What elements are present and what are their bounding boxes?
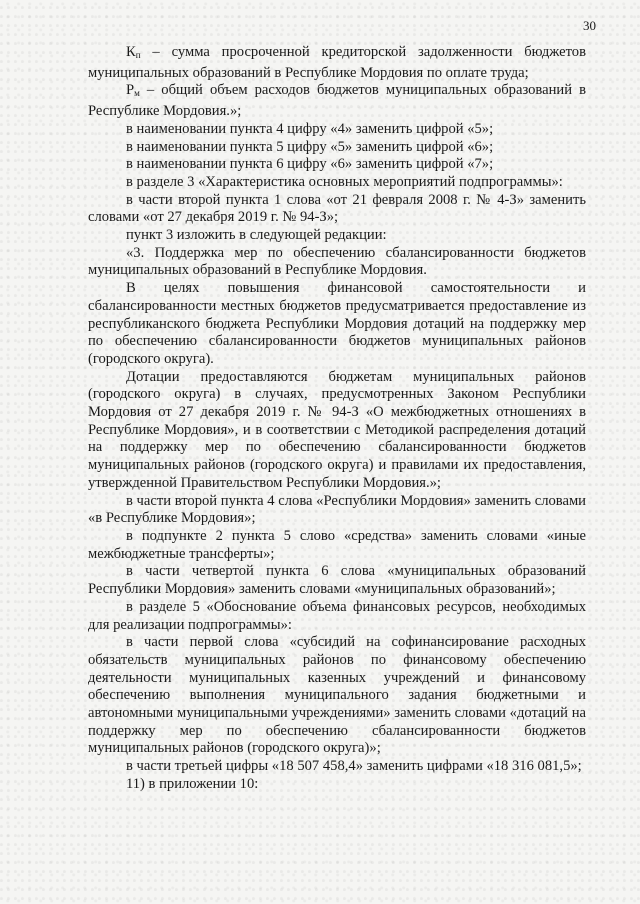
- paragraph-definition-kp: [88, 44, 586, 82]
- document-body: [88, 44, 586, 794]
- paragraph: «3. Поддержка мер по обеспечению сбалансированности бюджетов муниципальных образований в Республике Мордовия.: [88, 244, 586, 279]
- paragraph: Дотации предоставляются бюджетам муниципальных районов (городского округа) в случаях, предусмотренных Законом Республики Мордовия от 27 декабря 2019 г. № 94-З «О межбюджетных отношениях в Республике Мордовия», и в соответствии с Методикой распределения дотаций на поддержку мер по обеспечению сбалансированности бюджетов муниципальных районов (городского округа) и правилами их предоставления, утвержденной Правительством Республики Мордовия.»;: [88, 368, 586, 491]
- symbol-subscript-m: м: [134, 88, 140, 99]
- paragraph: в части четвертой пункта 6 слова «муниципальных образований Республики Мордовия» заменить словами «муниципальных образований»;: [88, 563, 586, 598]
- paragraph: в разделе 3 «Характеристика основных мероприятий подпрограммы»:: [126, 173, 563, 190]
- paragraph: в подпункте 2 пункта 5 слово «средства» заменить словами «иные межбюджетные трансферты»;: [88, 527, 586, 562]
- paragraph: в части первой слова «субсидий на софинансирование расходных обязательств муниципальных районов по финансовому обеспечению деятельности муниципальных казенных учреждений и финансовому обеспечению выполнения муниципального задания бюджетными и автономными муниципальными учреждениями» заменить словами «дотаций на поддержку мер по обеспечению сбалансированности бюджетов муниципальных районов (городского округа)»;: [88, 634, 586, 757]
- paragraph: в разделе 5 «Обоснование объема финансовых ресурсов, необходимых для реализации подпрограммы»:: [88, 598, 586, 633]
- symbol-subscript-p: п: [135, 50, 141, 60]
- definition-kp-text: – сумма просроченной кредиторской задолженности бюджетов муниципальных образований в Республике Мордовия по оплате труда;: [88, 44, 586, 81]
- page-number: 30: [583, 18, 596, 33]
- paragraph: В целях повышения финансовой самостоятельности и сбалансированности местных бюджетов предусматривается предоставление из республиканского бюджета Республики Мордовия дотаций на поддержку мер по обеспечению сбалансированности бюджетов муниципальных районов (городского округа).: [88, 280, 586, 367]
- paragraph: в наименовании пункта 5 цифру «5» заменить цифрой «6»;: [126, 138, 494, 155]
- paragraph: пункт 3 изложить в следующей редакции:: [126, 227, 387, 244]
- symbol-p: Р: [126, 82, 135, 99]
- paragraph-definition-pm: [88, 82, 586, 120]
- paragraph: в наименовании пункта 4 цифру «4» заменить цифрой «5»;: [126, 120, 494, 137]
- symbol-k: К: [126, 44, 136, 60]
- paragraph: в наименовании пункта 6 цифру «6» заменить цифрой «7»;: [126, 156, 494, 173]
- paragraph: в части третьей цифры «18 507 458,4» заменить цифрами «18 316 081,5»;: [126, 758, 582, 775]
- paragraph: в части второй пункта 4 слова «Республики Мордовия» заменить словами «в Республике Мордовия»;: [88, 492, 586, 527]
- definition-pm-text: – общий объем расходов бюджетов муниципальных образований в Республике Мордовия.»;: [88, 82, 586, 120]
- paragraph: 11) в приложении 10:: [126, 775, 259, 792]
- paragraph: в части второй пункта 1 слова «от 21 февраля 2008 г. № 4-З» заменить словами «от 27 декабря 2019 г. № 94-З»;: [88, 191, 586, 226]
